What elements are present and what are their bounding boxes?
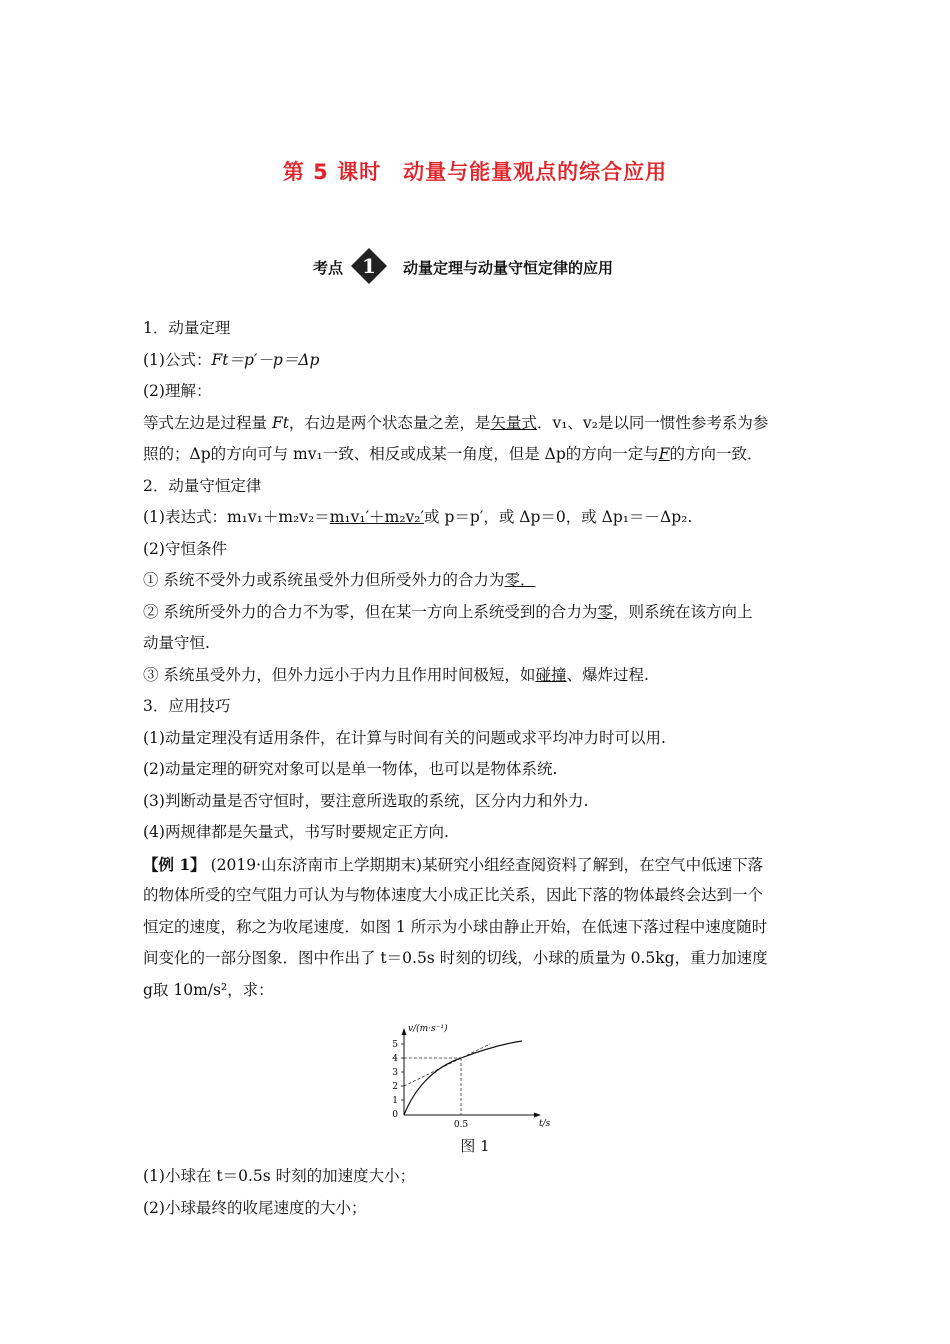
sec1-formula-line: (1)公式：Ft＝p′－p＝Δp [143,350,320,369]
example-line-1: 【例 1】 (2019·山东济南市上学期期末)某研究小组经查阅资料了解到，在空气中低速下落 [143,854,764,874]
example-tag: 【例 1】 [143,854,206,874]
questions [143,1161,813,1224]
kaodian-number-badge [349,246,389,286]
blank-zero-1: 零． [504,571,536,589]
sec2-heading: 2．动量守恒定律 [143,476,262,495]
x-axis-label: t/s [539,1119,551,1129]
y-axis-label: v/(m·s⁻¹) [408,1024,448,1034]
sec2-condition-2-cont: 动量守恒. [143,634,210,652]
sec3-item-4: (4)两规律都是矢量式，书写时要规定正方向. [143,823,449,841]
y-tick-3: 3 [392,1068,398,1078]
blank-vector: 矢量式 [490,413,537,432]
title-lesson: 第 5 课时 [282,160,382,184]
sec1-heading: 1．动量定理 [143,319,231,337]
blank-expression: m₁v₁′＋m₂v₂′ [329,508,425,526]
y-tick-5: 5 [392,1040,398,1050]
example-line-5: g取 10m/s²，求： [143,980,274,999]
blank-collision: 碰撞 [535,665,567,684]
sec1-para-1: 等式左边是过程量 Ft，右边是两个状态量之差，是矢量式．v₁、v₂是以同一惯性参考系为参 [143,413,769,432]
y-tick-0: 0 [392,1110,398,1120]
sec2-condition-2: ② 系统所受外力的合力不为零，但在某一方向上系统受到的合力为零，则系统在该方向上 [143,602,753,621]
question-1: (1)小球在 t＝0.5s 时刻的加速度大小； [143,1167,416,1185]
sec2-expression: (1)表达式：m₁v₁＋m₂v₂＝m₁v₁′＋m₂v₂′或 p＝p′，或 Δp＝0，或 Δp₁＝－Δp₂. [143,508,693,526]
sec3-item-2: (2)动量定理的研究对象可以是单一物体，也可以是物体系统. [143,760,558,778]
question-2: (2)小球最终的收尾速度的大小； [143,1198,367,1217]
kaodian-title: 动量定理与动量守恒定律的应用 [403,259,614,277]
main-content [143,313,813,1006]
sec2-condition-heading: (2)守恒条件 [143,539,227,558]
x-tick-05: 0.5 [453,1120,469,1130]
kaodian-number: 1 [362,254,376,278]
title-topic: 动量与能量观点的综合应用 [403,160,668,184]
blank-zero-2: 零 [597,602,613,621]
page-title [0,156,950,186]
sec2-condition-1: ① 系统不受外力或系统虽受外力但所受外力的合力为零． [143,571,536,589]
figure-caption: 图 1 [460,1137,490,1155]
kaodian-label: 考点 [313,259,344,277]
momentum-theorem-formula: Ft＝p′－p＝Δp [211,350,320,369]
example-line-3: 恒定的速度，称之为收尾速度．如图 1 所示为小球由静止开始，在低速下落过程中速度随时 [143,917,768,936]
velocity-curve [404,1041,522,1115]
blank-force: F [658,445,670,463]
sec3-item-3: (3)判断动量是否守恒时，要注意所选取的系统，区分内力和外力. [143,791,589,810]
sec3-heading: 3．应用技巧 [143,697,231,715]
sec1-understand: (2)理解： [143,382,212,400]
kaodian-header [0,246,950,286]
tangent-line [404,1044,490,1086]
y-tick-2: 2 [392,1082,398,1092]
y-tick-4: 4 [392,1054,398,1064]
velocity-time-graph [382,1020,562,1130]
sec1-para-2: 照的；Δp的方向可与 mv₁一致、相反或成某一角度，但是 Δp的方向一定与F的方向一致． [143,445,763,463]
example-line-4: 间变化的一部分图象．图中作出了 t＝0.5s 时刻的切线，小球的质量为 0.5kg，重力加速度 [143,949,768,967]
sec3-item-1: (1)动量定理没有适用条件，在计算与时间有关的问题或求平均冲力时可以用. [143,728,666,747]
example-line-2: 的物体所受的空气阻力可认为与物体速度大小成正比关系，因此下落的物体最终会达到一个 [143,886,764,904]
y-tick-1: 1 [392,1096,398,1106]
sec2-condition-3: ③ 系统虽受外力，但外力远小于内力且作用时间极短，如碰撞、爆炸过程. [143,665,649,684]
